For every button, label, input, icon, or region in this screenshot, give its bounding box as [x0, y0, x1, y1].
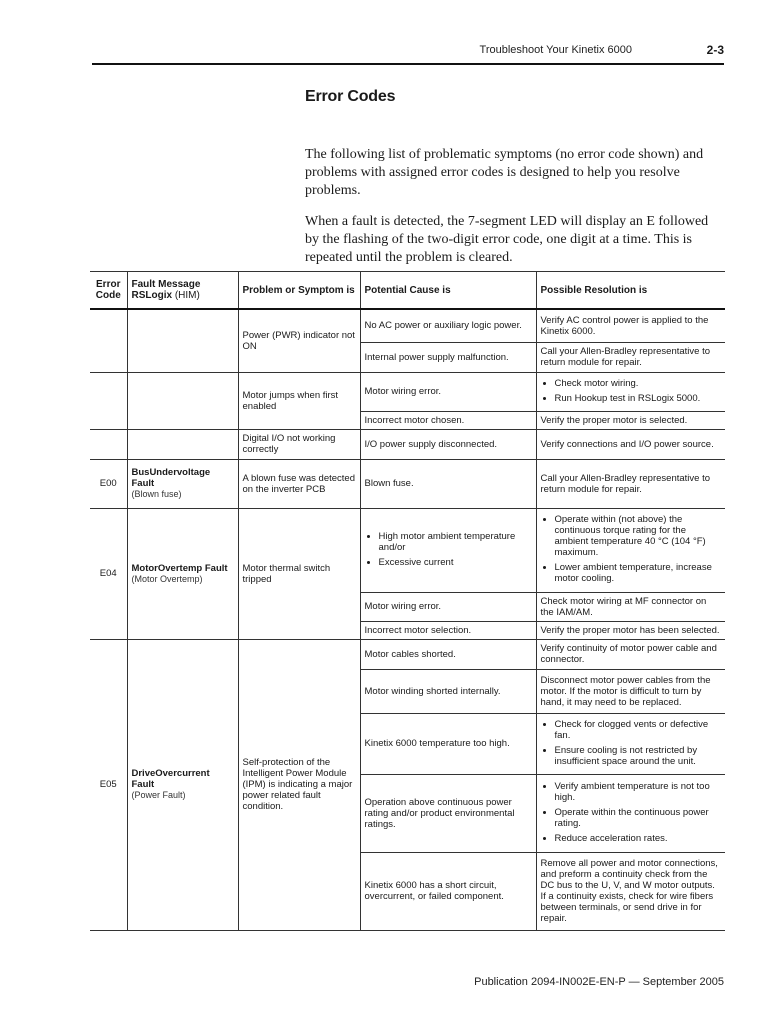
resolution-cell: Check motor wiring at MF connector on the IAM/AM.: [536, 592, 725, 621]
running-title: Troubleshoot Your Kinetix 6000: [479, 44, 632, 56]
fault-message-cell: [127, 372, 238, 429]
running-header: [92, 40, 724, 60]
intro-paragraph-1: The following list of problematic symptoms (no error code shown) and problems with assigned error codes is designed to help you resolve problems.: [305, 147, 704, 198]
section-title: Error Codes: [305, 88, 396, 105]
fault-message-cell: [127, 639, 238, 930]
error-code-cell: [90, 309, 127, 372]
intro-paragraph-2: When a fault is detected, the 7-segment LED will display an E followed by the flashing of the two-digit error code, one digit at a time. This is repeated until the problem is cleared.: [305, 214, 709, 265]
resolution-cell: [536, 774, 725, 852]
resolution-cell: Verify the proper motor is selected.: [536, 411, 725, 429]
symptom-cell: Power (PWR) indicator not ON: [238, 309, 360, 372]
resolution-cell: [536, 713, 725, 774]
error-code-cell: E00: [90, 459, 127, 508]
resolution-cell: Disconnect motor power cables from the motor. If the motor is difficult to turn by hand, it may need to be replaced.: [536, 669, 725, 713]
list-item: • Verify ambient temperature is not too high.: [555, 781, 722, 803]
resolution-list: [541, 378, 722, 404]
header-fault-message-label: Fault Message: [131, 279, 201, 290]
resolution-cell: Call your Allen-Bradley representative to return module for repair.: [536, 342, 725, 372]
error-codes-table: [90, 271, 725, 931]
resolution-cell: Verify continuity of motor power cable and connector.: [536, 639, 725, 669]
cause-cell: Kinetix 6000 temperature too high.: [360, 713, 536, 774]
error-codes-table-wrapper: [90, 271, 725, 931]
fault-message-cell: [127, 309, 238, 372]
cause-cell: Incorrect motor selection.: [360, 621, 536, 639]
resolution-cell: Verify connections and I/O power source.: [536, 429, 725, 459]
error-code-cell: E05: [90, 639, 127, 930]
publication-footer: Publication 2094-IN002E-EN-P — September 2005: [474, 976, 724, 988]
error-code-cell: [90, 372, 127, 429]
list-item: • Check for clogged vents or defective fan.: [555, 719, 722, 741]
fault-subtitle: (Motor Overtemp): [131, 573, 203, 584]
fault-subtitle: (Blown fuse): [131, 489, 182, 499]
list-item: • Reduce acceleration rates.: [555, 833, 722, 844]
header-resolution: Possible Resolution is: [536, 272, 725, 310]
fault-subtitle: (Power Fault): [131, 790, 186, 800]
resolution-list: [541, 514, 722, 584]
header-error-code: Error Code: [90, 272, 127, 310]
header-fault-message: [127, 272, 238, 310]
cause-cell: [360, 508, 536, 592]
error-code-cell: [90, 429, 127, 459]
list-item: • Lower ambient temperature, increase motor cooling.: [555, 562, 722, 584]
header-rslogix-label: RSLogix: [131, 290, 173, 301]
fault-title: BusUndervoltage Fault: [131, 467, 211, 489]
table-row: [90, 508, 725, 592]
table-row: [90, 459, 725, 508]
resolution-cell: [536, 372, 725, 411]
table-row: [90, 372, 725, 411]
cause-cell: Motor wiring error.: [360, 592, 536, 621]
fault-title: DriveOvercurrent Fault: [131, 768, 210, 790]
resolution-cell: Verify the proper motor has been selected.: [536, 621, 725, 639]
table-row: [90, 429, 725, 459]
cause-cell: Incorrect motor chosen.: [360, 411, 536, 429]
fault-title: MotorOvertemp Fault: [131, 562, 228, 574]
table-row: [90, 639, 725, 669]
symptom-cell: Digital I/O not working correctly: [238, 429, 360, 459]
table-header-row: [90, 272, 725, 310]
cause-cell: Motor winding shorted internally.: [360, 669, 536, 713]
page-number: 2-3: [706, 43, 724, 57]
cause-cell: Kinetix 6000 has a short circuit, overcurrent, or failed component.: [360, 852, 536, 930]
list-item: • Check motor wiring.: [555, 378, 722, 389]
symptom-cell: Motor jumps when first enabled: [238, 372, 360, 429]
cause-list: [365, 531, 532, 568]
header-him-label: (HIM): [174, 290, 200, 301]
resolution-cell: [536, 508, 725, 592]
table-row: [90, 309, 725, 342]
cause-cell: Operation above continuous power rating and/or product environmental ratings.: [360, 774, 536, 852]
resolution-list: [541, 719, 722, 767]
symptom-cell: Self-protection of the Intelligent Power Module (IPM) is indicating a major power related fault condition.: [238, 639, 360, 930]
list-item: • High motor ambient temperature and/or: [379, 531, 532, 553]
cause-cell: Blown fuse.: [360, 459, 536, 508]
symptom-cell: Motor thermal switch tripped: [238, 508, 360, 639]
cause-cell: No AC power or auxiliary logic power.: [360, 309, 536, 342]
list-item: • Excessive current: [379, 557, 532, 568]
resolution-cell: Call your Allen-Bradley representative to return module for repair.: [536, 459, 725, 508]
cause-cell: Motor cables shorted.: [360, 639, 536, 669]
fault-message-cell: [127, 429, 238, 459]
cause-cell: Internal power supply malfunction.: [360, 342, 536, 372]
resolution-cell: Remove all power and motor connections, and preform a continuity check from the DC bus to the U, V, and W motor outputs. If a continuity exists, check for wire fibers between terminals, or send drive in for repair.: [536, 852, 725, 930]
header-cause: Potential Cause is: [360, 272, 536, 310]
cause-cell: I/O power supply disconnected.: [360, 429, 536, 459]
list-item: • Operate within (not above) the continuous torque rating for the ambient temperature 40 °C (104 °F) maximum.: [555, 514, 722, 558]
list-item: • Run Hookup test in RSLogix 5000.: [555, 393, 722, 404]
header-symptom: Problem or Symptom is: [238, 272, 360, 310]
cause-cell: Motor wiring error.: [360, 372, 536, 411]
fault-message-cell: [127, 508, 238, 639]
header-rule: [92, 63, 724, 65]
resolution-list: [541, 781, 722, 844]
symptom-cell: A blown fuse was detected on the inverter PCB: [238, 459, 360, 508]
resolution-cell: Verify AC control power is applied to the Kinetix 6000.: [536, 309, 725, 342]
list-item: • Operate within the continuous power rating.: [555, 807, 722, 829]
list-item: • Ensure cooling is not restricted by insufficient space around the unit.: [555, 745, 722, 767]
error-code-cell: E04: [90, 508, 127, 639]
fault-message-cell: [127, 459, 238, 508]
